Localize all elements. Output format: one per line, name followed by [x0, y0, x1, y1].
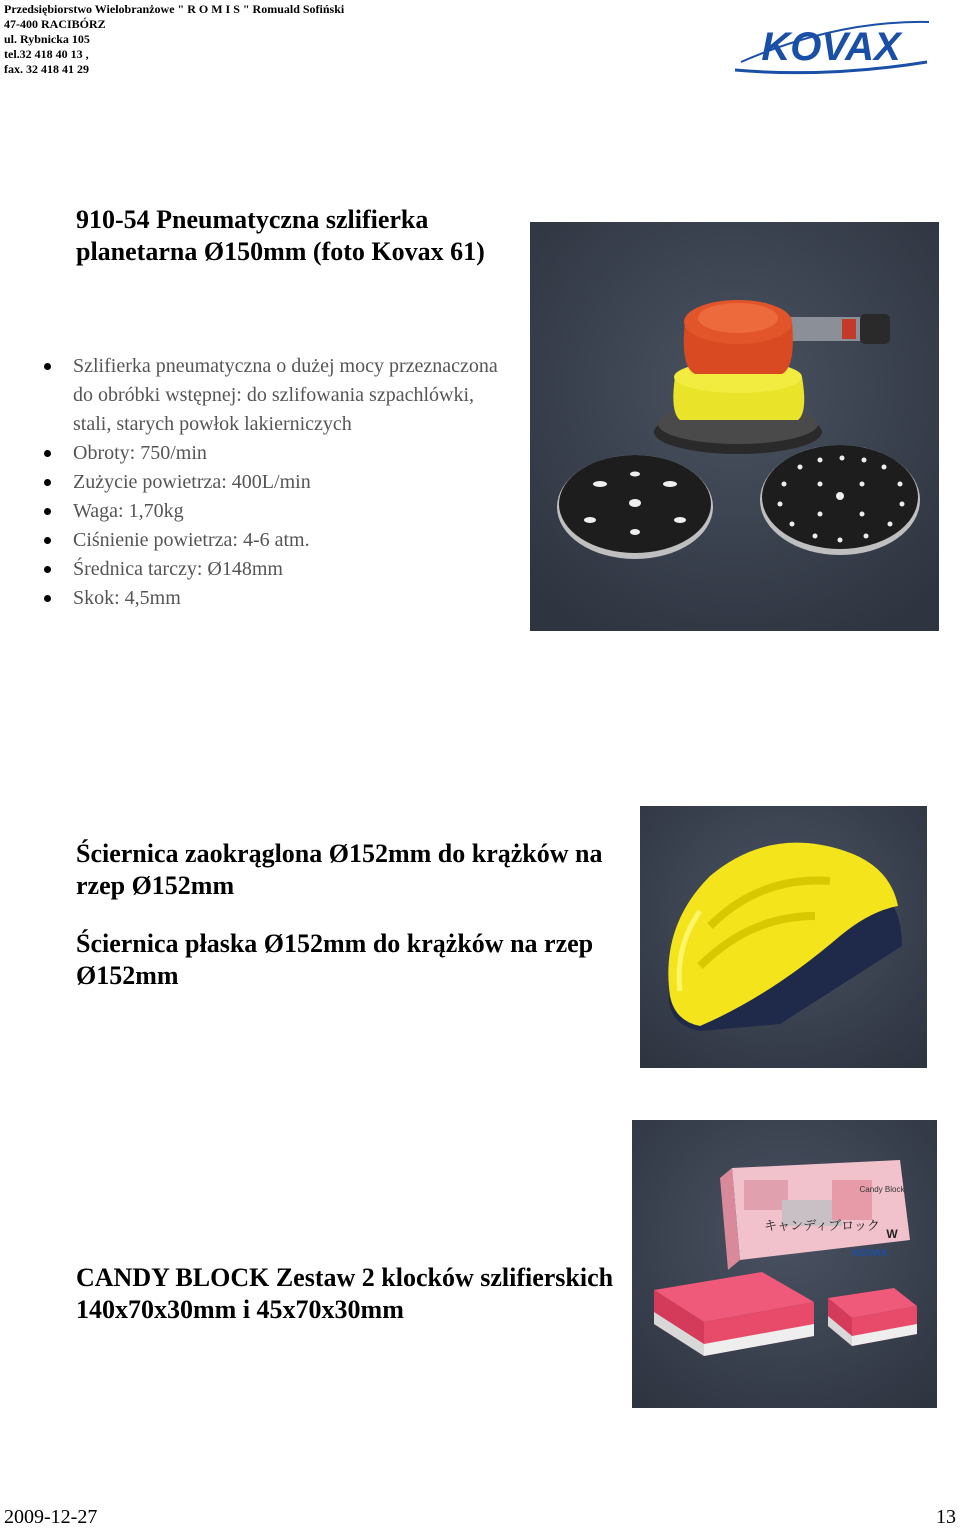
product-title-rounded-block: Ściernica zaokrąglona Ø152mm do krążków na rzep Ø152mm: [76, 839, 603, 900]
box-logo: KOVAX: [852, 1248, 888, 1259]
feature-item: Zużycie powietrza: 400L/min: [44, 468, 514, 497]
company-street: ul. Rybnicka 105: [4, 32, 90, 46]
footer-date: 2009-12-27: [4, 1506, 98, 1528]
feature-list: [44, 352, 514, 613]
page-number: 13: [936, 1506, 956, 1528]
feature-item: Obroty: 750/min: [44, 439, 514, 468]
company-fax: fax. 32 418 41 29: [4, 62, 89, 76]
feature-item: Szlifierka pneumatyczna o dużej mocy przeznaczona do obróbki wstępnej: do szlifowania szpachlówki, stali, starych powłok lakierniczych: [44, 352, 514, 439]
feature-item: Skok: 4,5mm: [44, 584, 514, 613]
product-title-flat-block: Ściernica płaska Ø152mm do krążków na rzep Ø152mm: [76, 929, 594, 990]
feature-item: Średnica tarczy: Ø148mm: [44, 555, 514, 584]
sander-photo: [530, 222, 939, 631]
company-phone: tel.32 418 40 13 ,: [4, 47, 89, 61]
box-small-text: Candy Block: [859, 1185, 905, 1194]
company-city: 47-400 RACIBÓRZ: [4, 17, 106, 31]
company-name: Przedsiębiorstwo Wielobranżowe " R O M I S " Romuald Sofiński: [4, 2, 345, 16]
kovax-logo: [727, 12, 937, 82]
box-mark: W: [886, 1227, 898, 1241]
box-label: キャンディブロック: [764, 1219, 880, 1234]
feature-item: Ciśnienie powietrza: 4-6 atm.: [44, 526, 514, 555]
product-title-sander: 910-54 Pneumatyczna szlifierka planetarna Ø150mm (foto Kovax 61): [76, 205, 485, 266]
company-info: [4, 2, 344, 77]
rounded-block-photo: [640, 806, 927, 1068]
feature-item: Waga: 1,70kg: [44, 497, 514, 526]
candy-block-photo: [632, 1120, 937, 1408]
logo-text: KOVAX: [761, 25, 901, 69]
product-title-candy-block: CANDY BLOCK Zestaw 2 klocków szlifierskich 140x70x30mm i 45x70x30mm: [76, 1263, 614, 1324]
